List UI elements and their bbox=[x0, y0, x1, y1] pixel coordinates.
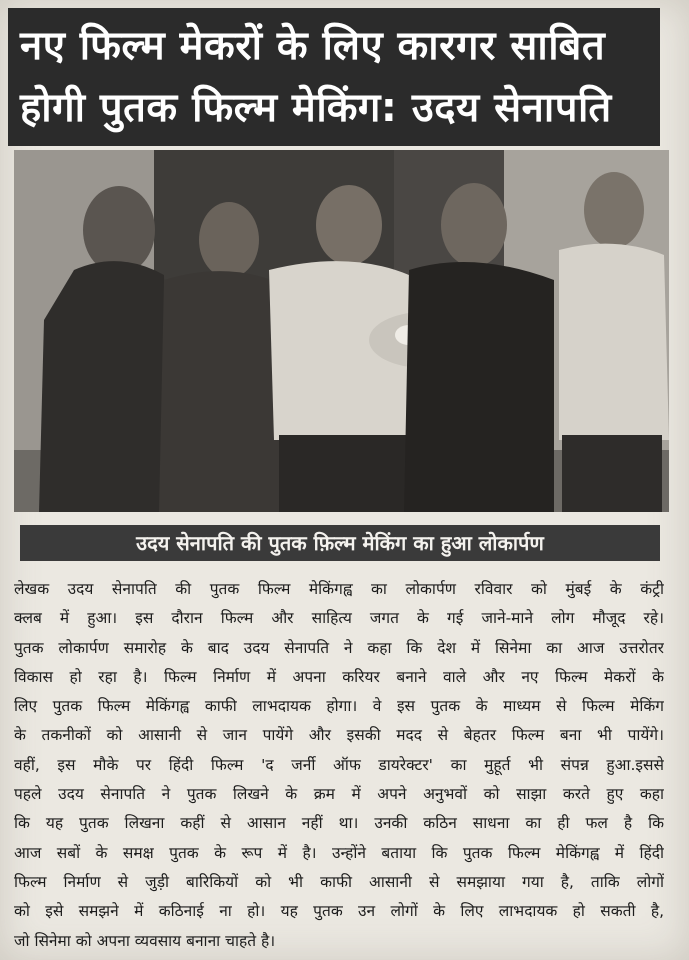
article-line: को इसे समझने में कठिनाई ना हो। यह पुतक उन लोगों के लिए लाभदायक हो सकती है, bbox=[14, 902, 664, 921]
article-line: फिल्म निर्माण से जुड़ी बारिकियों को भी काफी आसानी से समझाया गया है, ताकि लोगों bbox=[14, 872, 664, 891]
article-line: क्लब में हुआ। इस दौरान फिल्म और साहित्य जगत के गई जाने-माने लोग मौजूद रहे। bbox=[14, 609, 664, 628]
news-photo bbox=[14, 150, 669, 512]
article-line: पुतक लोकार्पण समारोह के बाद उदय सेनापति ने कहा कि देश में सिनेमा का आज उत्तरोतर bbox=[14, 638, 664, 657]
article-line: कि यह पुतक लिखना कहीं से आसान नहीं था। उनकी कठिन साधना का ही फल है कि bbox=[14, 814, 664, 833]
article-body bbox=[14, 575, 664, 956]
headline-line-1: नए फिल्म मेकरों के लिए कारगर साबित bbox=[20, 23, 606, 69]
group-photo-image bbox=[14, 150, 669, 512]
article-line: पहले उदय सेनापति ने पुतक लिखने के क्रम में अपने अनुभवों को साझा करते हुए कहा bbox=[14, 785, 664, 804]
headline-banner bbox=[8, 8, 660, 146]
article-line: के तकनीकों को आसानी से जान पायेंगे और इसकी मदद से बेहतर फिल्म बना भी पायेंगे। bbox=[14, 726, 664, 745]
article-line: विकास हो रहा है। फिल्म निर्माण में अपना करियर बनाने वाले और नए फिल्म मेकरों के bbox=[14, 667, 664, 686]
article-line: लेखक उदय सेनापति की पुतक फिल्म मेकिंगह्व का लोकार्पण रविवार को मुंबई के कंट्री bbox=[14, 580, 664, 598]
headline-line-2: होगी पुतक फिल्म मेकिंग: उदय सेनापति bbox=[20, 85, 612, 131]
subheadline-bar: उदय सेनापति की पुतक फ़िल्म मेकिंग का हुआ लोकार्पण bbox=[20, 525, 660, 561]
article-line: लिए पुतक फिल्म मेकिंगह्व काफी लाभदायक होगा। वे इस पुतक के माध्यम से फिल्म मेकिंग bbox=[14, 697, 664, 716]
article-line: आज सबों के समक्ष पुतक के रूप में है। उन्होंने बताया कि पुतक फिल्म मेकिंगह्व में हिंदी bbox=[14, 843, 664, 862]
article-line: वहीं, इस मौके पर हिंदी फिल्म 'द जर्नी ऑफ डायरेक्टर' का मुहूर्त भी संपन्न हुआ.इससे bbox=[14, 755, 664, 774]
article-line: जो सिनेमा को अपना व्यवसाय बनाना चाहते है। bbox=[14, 931, 276, 950]
